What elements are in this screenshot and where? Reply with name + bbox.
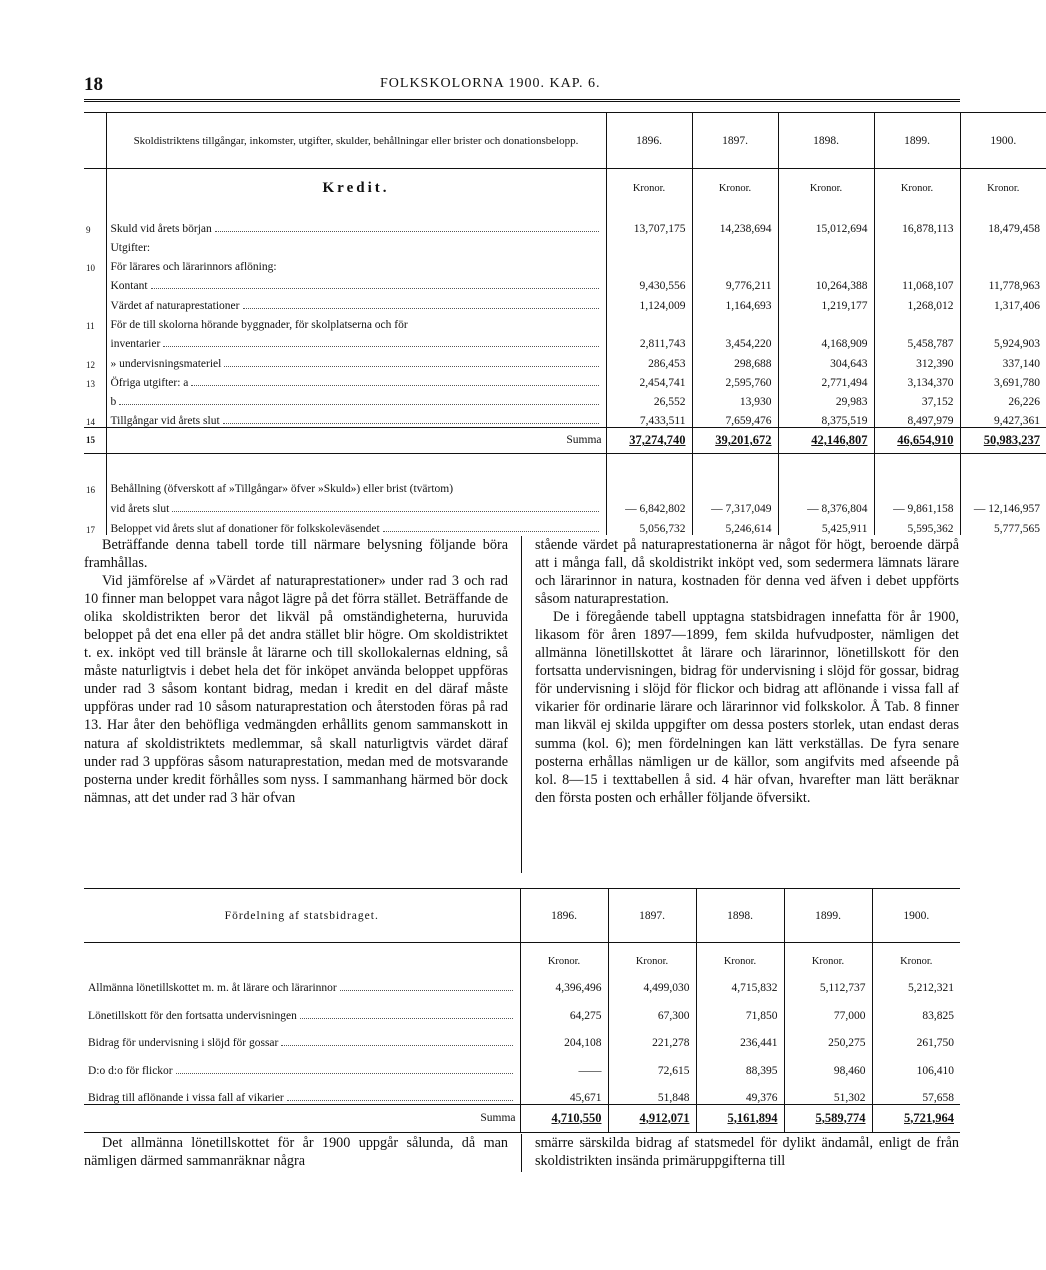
row-label: [106, 235, 606, 254]
value-cell: [692, 312, 778, 331]
row-number: 9: [84, 209, 106, 235]
row-number: [84, 495, 106, 515]
value-cell: 5,595,362: [874, 515, 960, 535]
value-cell: 3,691,780: [994, 376, 1040, 389]
value-cell: [960, 475, 1046, 495]
year-header: 1897.: [692, 113, 778, 169]
value-cell: 1,219,177: [778, 292, 874, 311]
value-cell: 1,124,009: [606, 292, 692, 311]
value-cell: 312,390: [874, 350, 960, 369]
row-number: [84, 389, 106, 408]
row-label-text: inventarier: [110, 338, 161, 351]
sum-label: Summa: [106, 427, 606, 453]
value-cell: 9,427,361: [994, 414, 1040, 427]
value-cell: [606, 312, 692, 331]
row-label-text: Allmänna lönetillskottet m. m. åt lärare och lärarinnor: [88, 982, 337, 994]
value-cell: 304,643: [778, 350, 874, 369]
row-number: 16: [84, 475, 106, 495]
value-cell: 1,268,012: [874, 292, 960, 311]
value-cell: 10,264,388: [778, 273, 874, 292]
sum-cell: 4,710,550: [520, 1104, 608, 1132]
bottom-text-left: [84, 1134, 508, 1170]
row-label: [106, 254, 606, 273]
value-cell: 57,658: [922, 1091, 954, 1104]
sum-cell: 46,654,910: [874, 427, 960, 453]
value-cell: 8,375,519: [778, 408, 874, 427]
row-label-text: Skuld vid årets början: [110, 222, 212, 235]
row-label: [106, 312, 606, 331]
row-number: 15: [84, 427, 106, 453]
unit-row: [84, 943, 960, 967]
value-cell: 106,410: [916, 1064, 954, 1077]
value-cell: 29,983: [778, 389, 874, 408]
value-cell: 5,777,565: [994, 523, 1040, 536]
table-header-row: [84, 113, 1046, 169]
sum-cell: 4,912,071: [608, 1104, 696, 1132]
row-number: 12: [84, 350, 106, 369]
unit-label: Kronor.: [608, 943, 696, 967]
row-label: [106, 408, 606, 427]
paragraph: stående värdet på naturaprestationerna är något för högt, beroende därpå att i många fall, då skoldistrikt inköpt ved, som sedermera lämnats lärare och lärarinnor in natura, kostnaden för denna ved äfven i debet uppförts såsom naturaprestation.: [535, 537, 959, 608]
header-rule: [84, 99, 960, 104]
value-cell: [606, 235, 692, 254]
paragraph: Vid jämförelse af »Värdet af naturaprestationer» under rad 3 och rad 10 finner man beloppet vara något lägre på det förra stället. Beträffande de olika skoldistrikten beror det likväl på omständigheterna, huruvida beloppet på det ena eller på det andra stället blir högre. Om skoldistriktet t. ex. inköpt ved till bränsle åt lärarne och till skollokalernas eldning, så måste naturligtvis i debet hela det för inköpet använda beloppet uppföras under rad 3 såsom kontant bidrag, medan i kredit en del däraf måste uppföras under rad 10 såsom naturaprestation och återstoden föras på rad 13. Har åter den behöfliga vedmängden erhållits genom sammanskott in natura af skoldistriktets medlemmar, så skall naturligtvis värdet däraf under rad 3 uppföras såsom naturaprestation, medan med de motsvarande posterna under kredit förhålles som nyss. I sammanhang härmed bör dock nämnas, att det under rad 3 här ofvan: [84, 573, 508, 806]
table-row: [84, 312, 1046, 331]
leader-dots: [300, 1017, 513, 1019]
value-cell: — 9,861,158: [874, 495, 960, 515]
row-label-text: Bidrag för undervisning i slöjd för gossar: [88, 1037, 279, 1049]
paragraph: De i föregående tabell upptagna statsbidragen innefatta för år 1900, likasom för åren 1897—1899, fem skilda hufvudposter, nämligen det allmänna lönetillskottet åt lärare och lärarinnor, lönetillskott för den fortsatta undervisningen, bidrag för undervisning i slöjd för gossar, bidrag för undervisning i slöjd för flickor och bidrag att aflönande i vissa fall af vikarier för ordinarie lärare och lärarinnor vid folkskolor. Å Tab. 8 finner man likväl ej skilda uppgifter om dessa posters storlek, utan endast deras summa (kol. 6); men fördelningen kan lätt verkställas. De fyra senare posterna erhållas nämligen ur de källor, som angifvits med afseende på kol. 8—15 i texttabellen å sid. 4 här ofvan, hvarefter man lätt beräknar den första posten och erhåller följande öfversikt.: [535, 609, 959, 806]
row-number: 17: [84, 515, 106, 535]
value-cell: 204,108: [520, 1022, 608, 1050]
value-cell: 5,924,903: [994, 338, 1040, 351]
value-cell: — 8,376,804: [778, 495, 874, 515]
bottom-text-right: [535, 1134, 959, 1170]
value-cell: 7,433,511: [606, 408, 692, 427]
row-label: [106, 209, 606, 235]
table-row: [84, 292, 1046, 311]
value-cell: 37,152: [874, 389, 960, 408]
table-row: [84, 1022, 960, 1050]
paragraph: Det allmänna lönetillskottet för år 1900 uppgår sålunda, då man nämligen därmed sammanräknar några: [84, 1135, 508, 1170]
table-row: [84, 475, 1046, 495]
value-cell: 11,778,963: [988, 280, 1040, 293]
value-cell: 77,000: [784, 994, 872, 1022]
text-column-right: [535, 536, 959, 871]
leader-dots: [119, 403, 598, 405]
sum-cell: 5,161,894: [696, 1104, 784, 1132]
value-cell: 4,168,909: [778, 331, 874, 350]
row-label: [106, 292, 606, 311]
value-cell: 261,750: [916, 1037, 954, 1049]
value-cell: 2,771,494: [778, 370, 874, 389]
unit-label: Kronor.: [520, 943, 608, 967]
value-cell: [874, 475, 960, 495]
row-label-text: För lärares och lärarinnors aflöning:: [110, 261, 277, 274]
value-cell: 26,552: [606, 389, 692, 408]
value-cell: 13,930: [692, 389, 778, 408]
section-row: [84, 169, 1046, 209]
row-number: 13: [84, 370, 106, 389]
year-header: 1899.: [784, 889, 872, 943]
value-cell: 2,811,743: [606, 331, 692, 350]
value-cell: 51,848: [608, 1077, 696, 1105]
value-cell: 5,425,911: [778, 515, 874, 535]
row-label: [106, 495, 606, 515]
value-cell: 5,246,614: [692, 515, 778, 535]
value-cell: ——: [520, 1049, 608, 1077]
leader-dots: [383, 530, 599, 532]
row-label-text: vid årets slut: [110, 503, 170, 516]
page-number: 18: [84, 74, 103, 95]
row-label: [84, 1022, 520, 1050]
unit-label: Kronor.: [606, 169, 692, 209]
value-cell: 337,140: [1002, 357, 1040, 370]
row-label-text: Kontant: [110, 280, 148, 293]
value-cell: 5,056,732: [606, 515, 692, 535]
table-row: [84, 967, 960, 995]
paragraph: smärre särskilda bidrag af statsmedel för dylikt ändamål, enligt de från skoldistrikten insända primäruppgifterna till: [535, 1135, 959, 1170]
table-row: [84, 1077, 960, 1105]
table-row: [84, 515, 1046, 535]
row-label: [106, 515, 606, 535]
table-row: [84, 235, 1046, 254]
unit-label: Kronor.: [778, 169, 874, 209]
year-header: 1898.: [778, 113, 874, 169]
leader-dots: [287, 1099, 513, 1101]
row-number: [84, 331, 106, 350]
value-cell: 11,068,107: [874, 273, 960, 292]
table-row: [84, 994, 960, 1022]
value-cell: 4,396,496: [520, 967, 608, 995]
value-cell: [874, 235, 960, 254]
year-header: 1900.: [960, 113, 1046, 169]
row-label-text: D:o d:o för flickor: [88, 1064, 173, 1077]
table-head-label: Skoldistriktens tillgångar, inkomster, utgifter, skulder, behållningar eller brister och donationsbelopp.: [106, 113, 606, 169]
table-row: [84, 370, 1046, 389]
row-number: [84, 235, 106, 254]
leader-dots: [191, 384, 598, 386]
value-cell: 250,275: [784, 1022, 872, 1050]
value-cell: 13,707,175: [606, 209, 692, 235]
leader-dots: [172, 510, 598, 512]
value-cell: 26,226: [1008, 396, 1040, 409]
value-cell: 1,317,406: [994, 299, 1040, 312]
row-label: [106, 331, 606, 350]
value-cell: 67,300: [608, 994, 696, 1022]
value-cell: 88,395: [696, 1049, 784, 1077]
row-label: [106, 389, 606, 408]
leader-dots: [163, 345, 598, 347]
value-cell: 64,275: [520, 994, 608, 1022]
leader-dots: [151, 287, 599, 289]
year-header: 1898.: [696, 889, 784, 943]
value-cell: 5,112,737: [784, 967, 872, 995]
sum-cell: 50,983,237: [960, 427, 1046, 453]
value-cell: 98,460: [784, 1049, 872, 1077]
value-cell: [778, 235, 874, 254]
value-cell: 2,595,760: [692, 370, 778, 389]
value-cell: 298,688: [692, 350, 778, 369]
value-cell: 16,878,113: [874, 209, 960, 235]
value-cell: 15,012,694: [778, 209, 874, 235]
value-cell: 71,850: [696, 994, 784, 1022]
unit-label: Kronor.: [900, 955, 933, 967]
row-number: 10: [84, 254, 106, 273]
row-label: [84, 1077, 520, 1105]
value-cell: 236,441: [696, 1022, 784, 1050]
value-cell: [692, 235, 778, 254]
leader-dots: [340, 989, 513, 991]
unit-label: Kronor.: [696, 943, 784, 967]
column-divider: [521, 536, 522, 873]
row-label: [106, 350, 606, 369]
value-cell: 5,212,321: [908, 982, 954, 994]
value-cell: 9,776,211: [692, 273, 778, 292]
unit-label: Kronor.: [987, 183, 1020, 195]
leader-dots: [215, 230, 599, 232]
table-row: [84, 389, 1046, 408]
row-label-text: Tillgångar vid årets slut: [110, 414, 220, 427]
value-cell: 14,238,694: [692, 209, 778, 235]
table-row: [84, 209, 1046, 235]
table-head-label: Fördelning af statsbidraget.: [84, 889, 520, 943]
value-cell: [874, 254, 960, 273]
row-label-text: Beloppet vid årets slut af donationer för folkskoleväsendet: [110, 523, 380, 536]
credit-table: [84, 112, 1046, 535]
sum-cell: 42,146,807: [778, 427, 874, 453]
value-cell: [960, 235, 1046, 254]
year-header: 1899.: [874, 113, 960, 169]
sum-cell: 39,201,672: [692, 427, 778, 453]
table-header-row: [84, 889, 960, 943]
value-cell: 8,497,979: [874, 408, 960, 427]
row-label-text: Öfriga utgifter: a: [110, 376, 189, 389]
value-cell: 51,302: [784, 1077, 872, 1105]
year-header: 1896.: [520, 889, 608, 943]
statsbidrag-table: [84, 888, 960, 1134]
value-cell: [606, 254, 692, 273]
value-cell: — 7,317,049: [692, 495, 778, 515]
row-label: [84, 1049, 520, 1077]
value-cell: 49,376: [696, 1077, 784, 1105]
leader-dots: [281, 1044, 512, 1046]
unit-label: Kronor.: [874, 169, 960, 209]
value-cell: 5,458,787: [874, 331, 960, 350]
value-cell: [692, 475, 778, 495]
value-cell: 4,499,030: [608, 967, 696, 995]
table-row: [84, 1049, 960, 1077]
sum-cell: 5,589,774: [784, 1104, 872, 1132]
value-cell: [778, 475, 874, 495]
sum-label: Summa: [84, 1104, 520, 1132]
sum-row: [84, 427, 1046, 453]
year-header: 1900.: [872, 889, 960, 943]
value-cell: 9,430,556: [606, 273, 692, 292]
value-cell: 72,615: [608, 1049, 696, 1077]
row-label-text: Lönetillskott för den fortsatta undervisningen: [88, 1009, 297, 1022]
section-title: Kredit.: [106, 169, 606, 209]
row-label-text: » undervisningsmateriel: [110, 357, 222, 370]
row-label: [106, 273, 606, 292]
year-header: 1896.: [606, 113, 692, 169]
value-cell: [606, 475, 692, 495]
value-cell: 1,164,693: [692, 292, 778, 311]
row-label: [84, 994, 520, 1022]
unit-label: Kronor.: [692, 169, 778, 209]
value-cell: [778, 254, 874, 273]
table-row: [84, 495, 1046, 515]
value-cell: 18,479,458: [988, 222, 1040, 235]
table-row: [84, 350, 1046, 369]
row-label: [106, 370, 606, 389]
value-cell: — 6,842,802: [606, 495, 692, 515]
row-label-text: Utgifter:: [110, 241, 151, 254]
value-cell: — 12,146,957: [973, 503, 1040, 516]
value-cell: [960, 312, 1046, 331]
sum-cell: 5,721,964: [872, 1104, 960, 1132]
value-cell: 83,825: [922, 1009, 954, 1022]
row-label-text: Bidrag till aflönande i vissa fall af vikarier: [88, 1091, 284, 1104]
table-row: [84, 408, 1046, 427]
row-label-text: b: [110, 396, 117, 409]
leader-dots: [224, 365, 598, 367]
value-cell: 4,715,832: [696, 967, 784, 995]
row-label-text: För de till skolorna hörande byggnader, för skolplatserna och för: [110, 318, 408, 331]
value-cell: 45,671: [520, 1077, 608, 1105]
row-number: 14: [84, 408, 106, 427]
table-row: [84, 254, 1046, 273]
leader-dots: [176, 1072, 513, 1074]
paragraph: Beträffande denna tabell torde till närmare belysning följande böra framhållas.: [84, 537, 508, 572]
table-row: [84, 331, 1046, 350]
sum-cell: 37,274,740: [606, 427, 692, 453]
row-label: [106, 475, 606, 495]
row-label: [84, 967, 520, 995]
year-header: 1897.: [608, 889, 696, 943]
row-number: [84, 292, 106, 311]
unit-label: Kronor.: [784, 943, 872, 967]
value-cell: 221,278: [608, 1022, 696, 1050]
sum-row: [84, 1104, 960, 1132]
gap-row: [84, 453, 1046, 475]
value-cell: 286,453: [606, 350, 692, 369]
value-cell: [874, 312, 960, 331]
running-title: FOLKSKOLORNA 1900. KAP. 6.: [380, 76, 601, 91]
value-cell: 7,659,476: [692, 408, 778, 427]
column-divider-bottom: [521, 1134, 522, 1172]
row-number: 11: [84, 312, 106, 331]
value-cell: [960, 254, 1046, 273]
row-label-text: Värdet af naturaprestationer: [110, 299, 240, 312]
table-row: [84, 273, 1046, 292]
text-column-left: [84, 536, 508, 871]
row-label-text: Behållning (öfverskott af »Tillgångar» öfver »Skuld») eller brist (tvärtom): [110, 483, 454, 496]
value-cell: 3,454,220: [692, 331, 778, 350]
value-cell: 3,134,370: [874, 370, 960, 389]
value-cell: 2,454,741: [606, 370, 692, 389]
value-cell: [692, 254, 778, 273]
value-cell: [778, 312, 874, 331]
row-number: [84, 273, 106, 292]
leader-dots: [243, 307, 599, 309]
leader-dots: [223, 422, 599, 424]
